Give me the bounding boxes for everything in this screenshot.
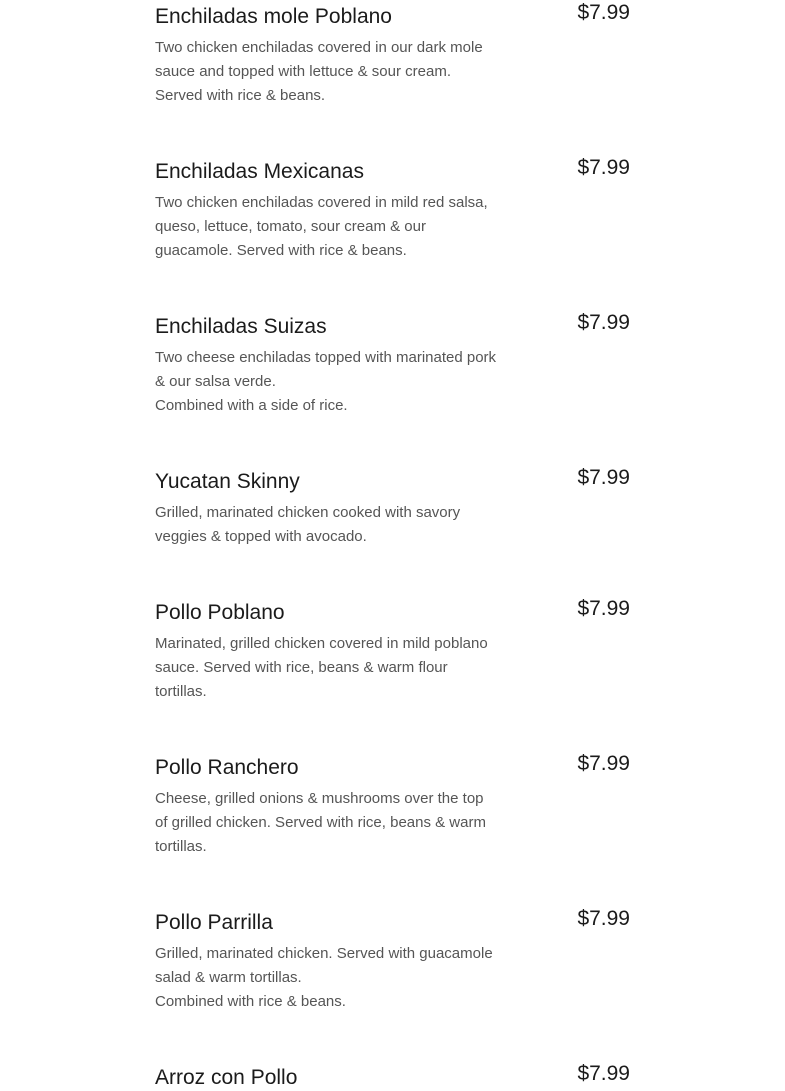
menu-item-price: $7.99 — [577, 311, 630, 334]
menu-item-description: Grilled, marinated chicken. Served with guacamole salad & warm tortillas. Combined with rice & beans. — [155, 945, 493, 1010]
menu-item-description: Marinated, grilled chicken covered in mild poblano sauce. Served with rice, beans & warm flour tortillas. — [155, 635, 488, 700]
menu-item-name: Arroz con Pollo — [155, 1066, 298, 1089]
menu-item-description: Grilled, marinated chicken cooked with savory veggies & topped with avocado. — [155, 504, 461, 545]
menu-item-enchiladas-mexicanas — [155, 155, 630, 295]
menu-item-arroz-con-pollo — [155, 1061, 630, 1091]
menu-item-name: Pollo Poblano — [155, 601, 285, 624]
menu-item-yucatan-skinny — [155, 465, 630, 605]
menu-item-price: $7.99 — [577, 156, 630, 179]
menu-item-name: Enchiladas mole Poblano — [155, 5, 392, 28]
menu-item-price: $7.99 — [577, 1062, 630, 1085]
menu-item-description: Two chicken enchiladas covered in our dark mole sauce and topped with lettuce & sour cream. Served with rice & beans. — [155, 39, 483, 104]
menu-item-name: Pollo Parrilla — [155, 911, 273, 934]
menu-item-name: Pollo Ranchero — [155, 756, 299, 779]
menu-item-price: $7.99 — [577, 1, 630, 24]
menu-item-pollo-ranchero — [155, 751, 630, 891]
menu-item-pollo-parrilla — [155, 906, 630, 1046]
menu-item-description: Cheese, grilled onions & mushrooms over the top of grilled chicken. Served with rice, beans & warm tortillas. — [155, 790, 486, 855]
menu-item-price: $7.99 — [577, 907, 630, 930]
menu-item-name: Enchiladas Suizas — [155, 315, 327, 338]
menu-item-enchiladas-suizas — [155, 310, 630, 450]
menu-item-name: Enchiladas Mexicanas — [155, 160, 364, 183]
menu-item-price: $7.99 — [577, 466, 630, 489]
menu-item-price: $7.99 — [577, 752, 630, 775]
menu-item-pollo-poblano — [155, 596, 630, 736]
menu-item-price: $7.99 — [577, 597, 630, 620]
menu-item-description: Two cheese enchiladas topped with marinated pork & our salsa verde. Combined with a side of rice. — [155, 349, 497, 414]
menu-item-name: Yucatan Skinny — [155, 470, 300, 493]
menu-item-description: Two chicken enchiladas covered in mild red salsa, queso, lettuce, tomato, sour cream & our guacamole. Served with rice & beans. — [155, 194, 488, 259]
menu-item-enchiladas-mole-poblano — [155, 0, 630, 140]
